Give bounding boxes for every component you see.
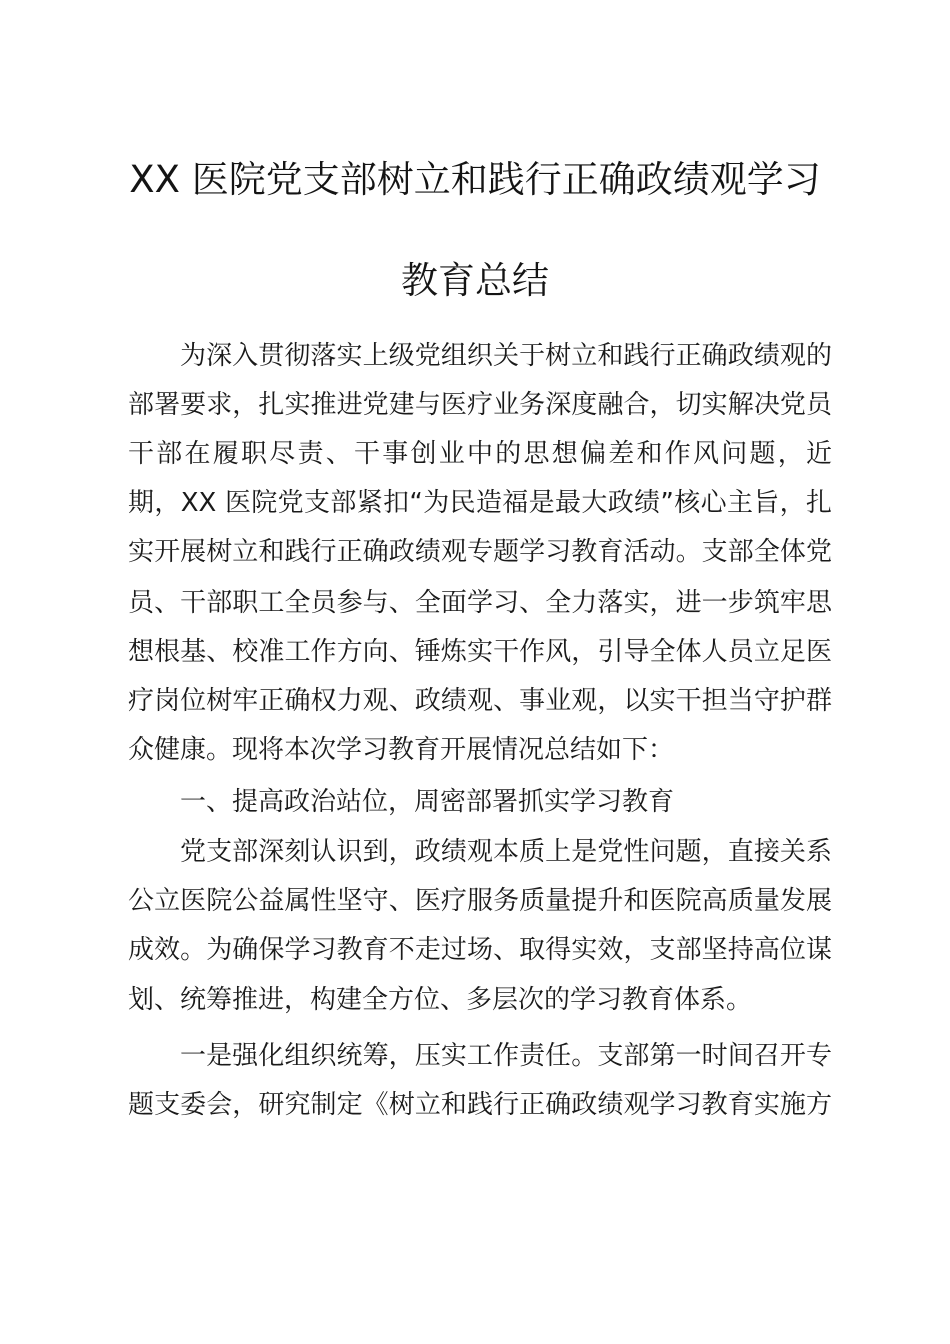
- paragraph-1-line-7: 想根基、校准工作方向、锤炼实干作风，引导全体人员立足医: [128, 637, 832, 667]
- document-title-line-1: XX 医院党支部树立和践行正确政绩观学习: [129, 158, 821, 201]
- paragraph-2-line-2: 公立医院公益属性坚守、医疗服务质量提升和医院高质量发展: [128, 886, 832, 916]
- paragraph-3-line-1: 一是强化组织统筹，压实工作责任。支部第一时间召开专: [180, 1041, 832, 1071]
- paragraph-1-line-1: 为深入贯彻落实上级党组织关于树立和践行正确政绩观的: [180, 341, 832, 371]
- paragraph-1-line-5: 实开展树立和践行正确政绩观专题学习教育活动。支部全体党: [128, 537, 832, 567]
- document-title-line-2: 教育总结: [401, 259, 549, 302]
- paragraph-1-line-9: 众健康。现将本次学习教育开展情况总结如下：: [128, 735, 675, 765]
- paragraph-2-line-3: 成效。为确保学习教育不走过场、取得实效，支部坚持高位谋: [128, 935, 832, 965]
- paragraph-1-line-4: 期，XX 医院党支部紧扣“为民造福是最大政绩”核心主旨，扎: [128, 488, 832, 518]
- paragraph-1-line-6: 员、干部职工全员参与、全面学习、全力落实，进一步筑牢思: [128, 588, 832, 618]
- paragraph-1-line-3: 干部在履职尽责、干事创业中的思想偏差和作风问题，近: [128, 439, 832, 469]
- section-heading-1: 一、提高政治站位，周密部署抓实学习教育: [180, 787, 675, 817]
- paragraph-2-line-1: 党支部深刻认识到，政绩观本质上是党性问题，直接关系: [180, 837, 832, 867]
- paragraph-1-line-8: 疗岗位树牢正确权力观、政绩观、事业观，以实干担当守护群: [128, 686, 832, 716]
- paragraph-1-line-2: 部署要求，扎实推进党建与医疗业务深度融合，切实解决党员: [128, 390, 832, 420]
- paragraph-3-line-2: 题支委会，研究制定《树立和践行正确政绩观学习教育实施方: [128, 1090, 832, 1120]
- paragraph-2-line-4: 划、统筹推进，构建全方位、多层次的学习教育体系。: [128, 985, 753, 1015]
